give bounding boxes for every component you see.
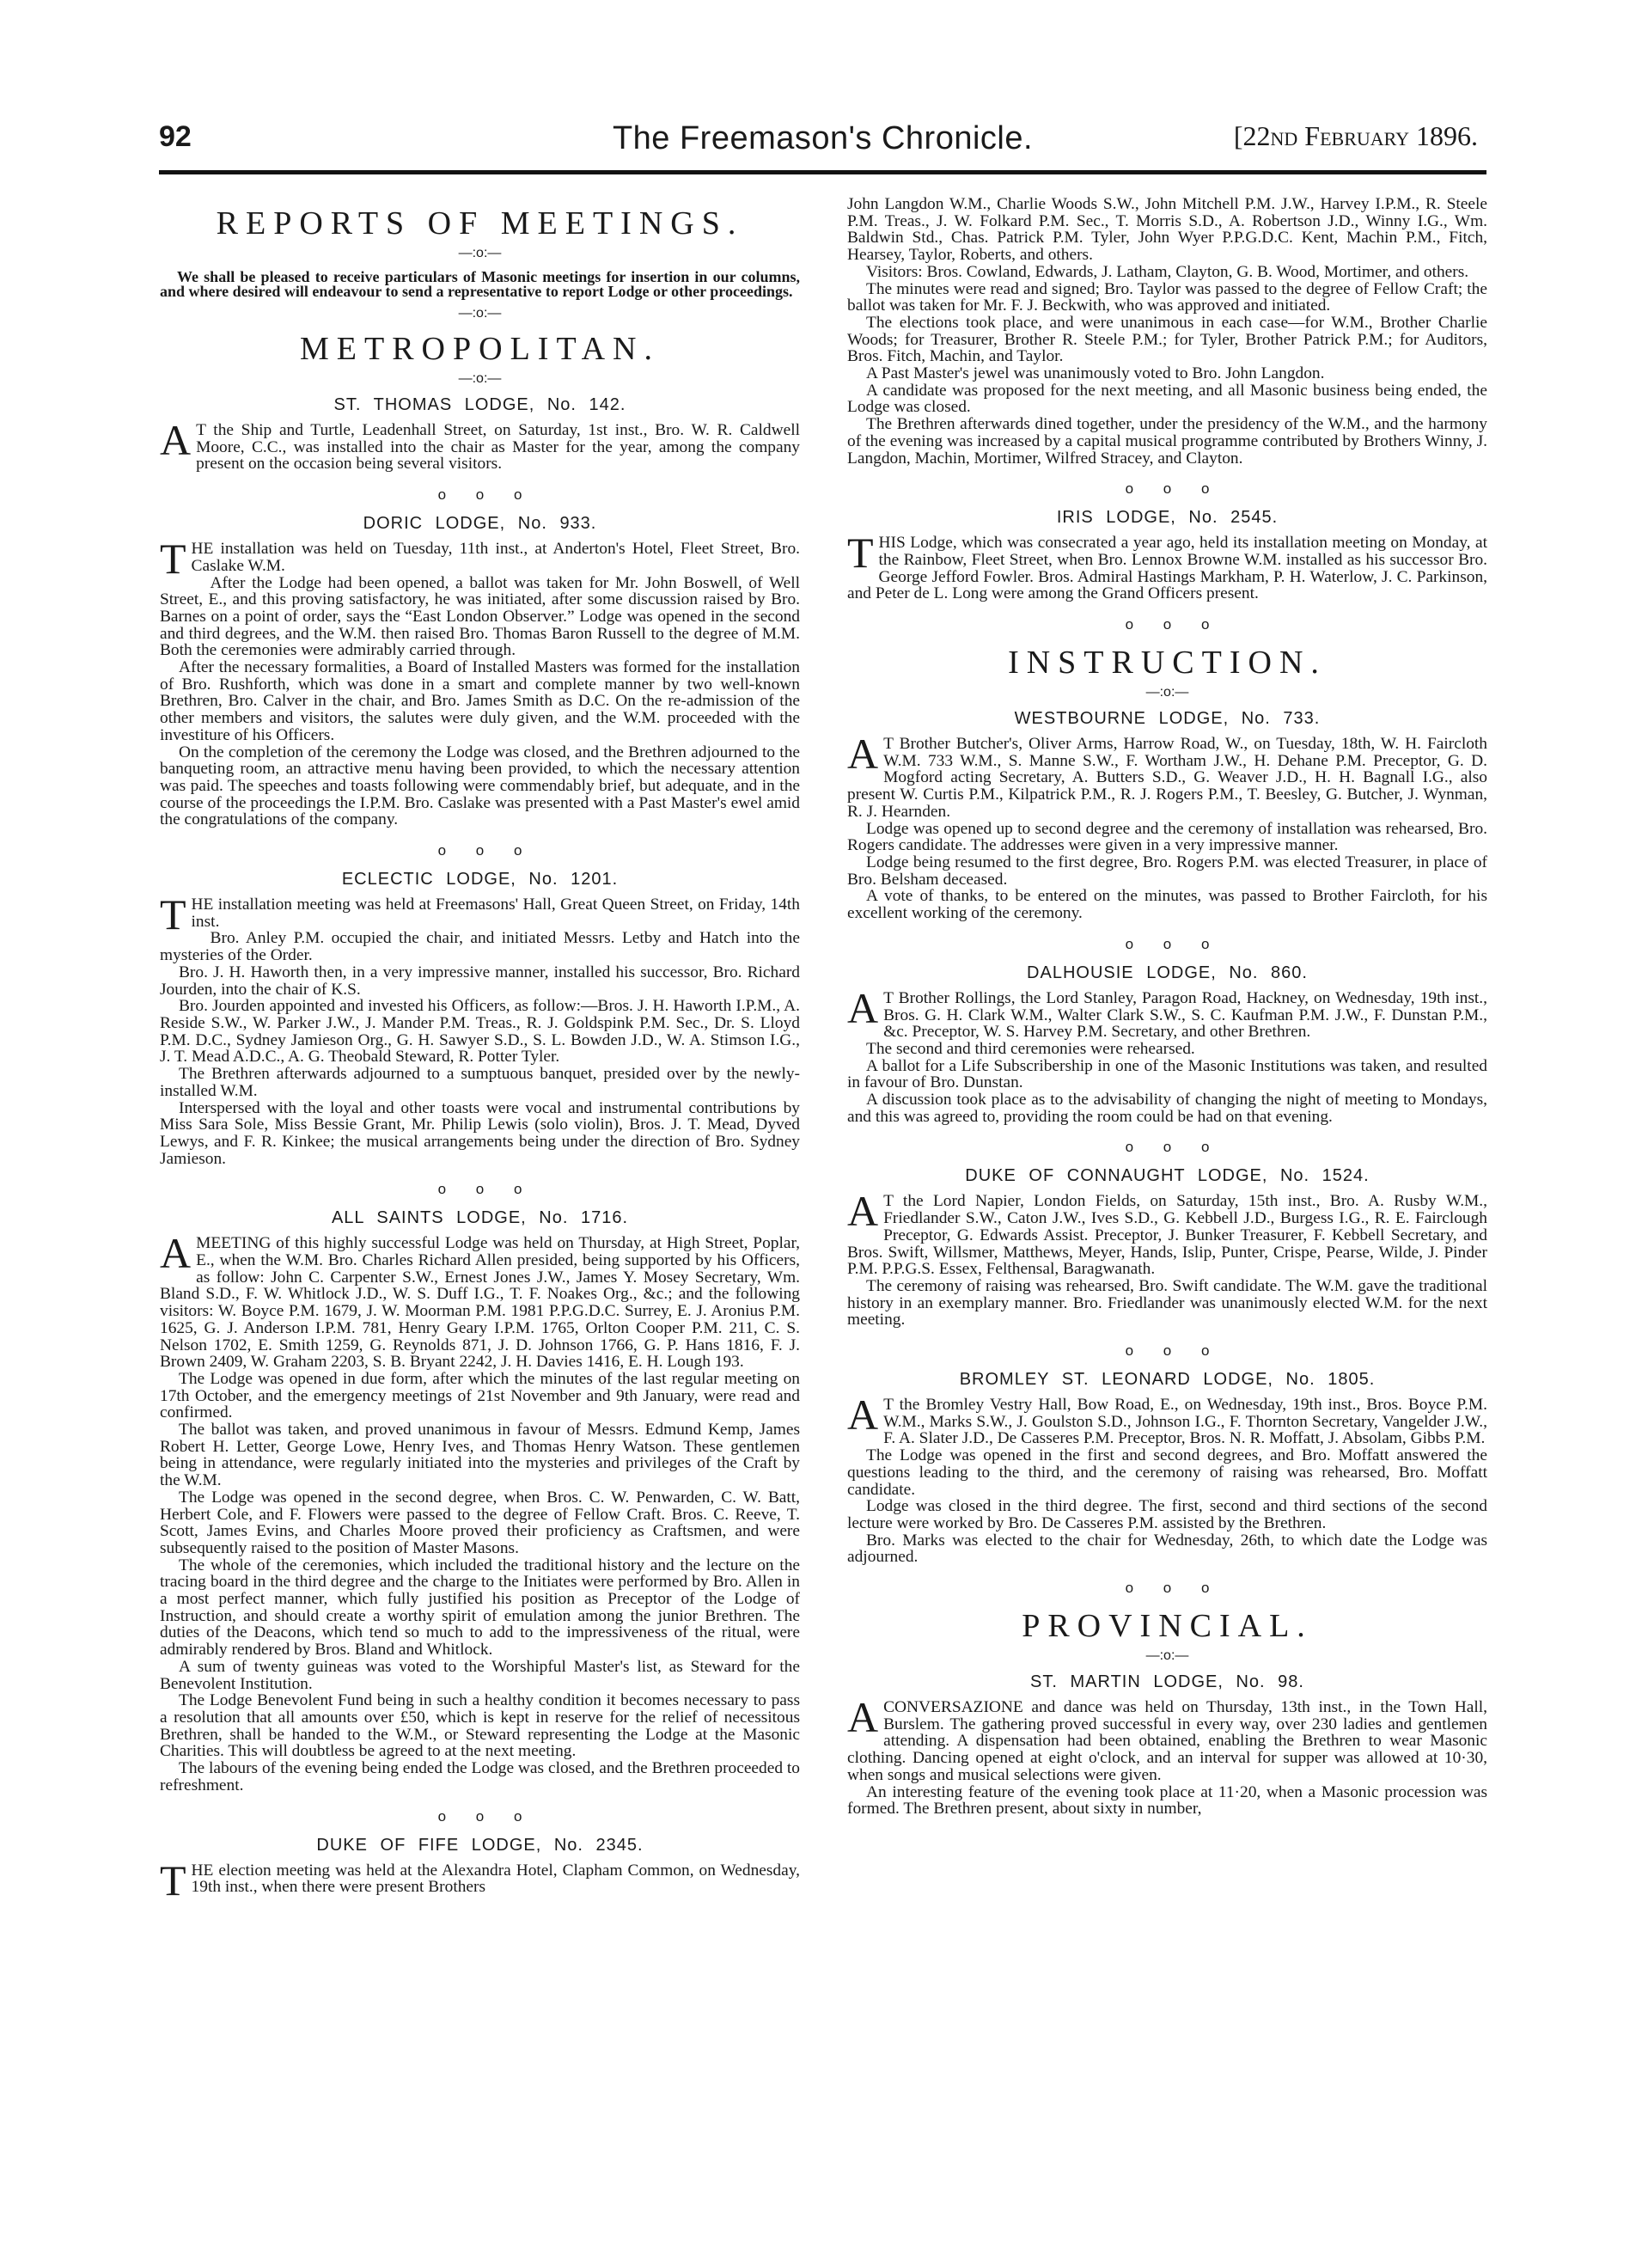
report-paragraph: A candidate was proposed for the next meeting, and all Masonic business being ended, the Lodge was closed. — [847, 381, 1487, 417]
report-paragraph: After the necessary formalities, a Board of Installed Masters was formed for the installation of Bro. Rushforth, which was done in a smart and complete manner by two well-known Brethren, Bro. Calver in the chair, and Bro. James Smith as D.C. On the re-admission of the other members and visitors, the salutes were duly given, and the W.M. proceeded with the investiture of his Officers. — [160, 658, 800, 744]
lodge-report-all-saints — [160, 1208, 800, 1794]
lodge-report-st-thomas — [160, 395, 800, 473]
header-rule — [159, 170, 1486, 174]
instruction-heading: INSTRUCTION. — [1008, 645, 1327, 682]
report-paragraph: THE installation meeting was held at Freemasons' Hall, Great Queen Street, on Friday, 14th inst. — [160, 890, 800, 939]
lodge-title: BROMLEY ST. LEONARD LODGE, No. 1805. — [959, 1370, 1376, 1390]
report-paragraph: The Lodge Benevolent Fund being in such a healthy condition it becomes necessary to pass a resolution that all amounts over £50, which is kept in reserve for the relief of necessitous Brethren, shall be handed to the W.M., or Steward representing the Lodge at the Masonic Charities. This will doubtless be agreed to at the next meeting. — [160, 1691, 800, 1761]
divider: —:o:— — [458, 371, 502, 386]
section-separator: o o o — [437, 842, 522, 859]
lodge-report-westbourne — [847, 709, 1487, 922]
report-paragraph: The Lodge was opened in the second degree, when Bros. C. W. Penwarden, C. W. Batt, Herbert Cole, and F. Flowers were passed to the degree of Fellow Craft. Bros. C. Reeve, T. Scott, James Evins, and Charles Moore proved their proficiency as Craftsmen, and were subsequently raised to the position of Master Masons. — [160, 1488, 800, 1557]
section-separator: o o o — [1125, 1139, 1210, 1156]
report-paragraph: The Lodge was opened in due form, after which the minutes of the last regular meeting on 17th October, and the emergency meetings of 21st November and 9th January, were read and confirmed. — [160, 1369, 800, 1422]
lodge-title: DUKE OF FIFE LODGE, No. 2345. — [316, 1835, 644, 1855]
issue-date: [22nd February 1896. — [1233, 120, 1478, 151]
section-separator: o o o — [1125, 1580, 1210, 1597]
lodge-title: IRIS LODGE, No. 2545. — [1056, 508, 1279, 528]
report-paragraph: The Lodge was opened in the first and second degrees, and Bro. Moffatt answered the questions leading to the third, and the ceremony of raising was rehearsed, Bro. Moffatt candidate. — [847, 1446, 1487, 1499]
report-paragraph: A Past Master's jewel was unanimously voted to Bro. John Langdon. — [866, 364, 1325, 383]
editorial-notice: We shall be pleased to receive particulars of Masonic meetings for insertion in our columns, and where desired will endeavour to send a representative to report Lodge or other proceedings. — [160, 268, 800, 300]
metropolitan-heading: METROPOLITAN. — [300, 331, 660, 367]
lodge-title: ECLECTIC LODGE, No. 1201. — [341, 870, 619, 889]
report-paragraph: Bro. J. H. Haworth then, in a very impressive manner, installed his successor, Bro. Richard Jourden, into the chair of K.S. — [160, 963, 800, 999]
lodge-title: ALL SAINTS LODGE, No. 1716. — [331, 1208, 629, 1228]
divider: —:o:— — [1145, 685, 1189, 700]
report-paragraph: A T the Bromley Vestry Hall, Bow Road, E., on Wednesday, 19th inst., Bros. Boyce P.M. W.M., Marks S.W., J. Goulston S.D., Johnson I.G., F. Thornton Secretary, Vangelder J.W., F. A. Slater J.D., De Casseres P.M. Preceptor, Bros. N. R. Moffatt, J. Absolam, Gibbs P.M. — [847, 1391, 1487, 1448]
report-paragraph: A discussion took place as to the advisability of changing the night of meeting to Mondays, and this was agreed to, providing the room could be had on that evening. — [847, 1091, 1487, 1126]
report-paragraph: An interesting feature of the evening took place at 11·20, when a Masonic procession was formed. The Brethren present, about sixty in number, — [847, 1782, 1487, 1819]
report-paragraph: Bro. Jourden appointed and invested his Officers, as follow:—Bros. J. H. Haworth I.P.M., A. Reside S.W., W. Parker J.W., J. Mander P.M. Treas., R. J. Goldspink P.M. Sec., Dr. S. Lloyd P.M. D.C., Sydney Jamieson Org., G. H. Sawyer S.D., S. L. Bowden J.D., W. A. Stimson I.G., J. T. Mead A.D.C., A. G. Theobald Steward, R. Potter Tyler. — [160, 997, 800, 1067]
lodge-report-eclectic — [160, 870, 800, 1167]
section-separator: o o o — [1125, 1342, 1210, 1360]
report-paragraph: On the completion of the ceremony the Lodge was closed, and the Brethren adjourned to the banqueting room, an attractive menu having been provided, to which the necessary attention was paid. The speeches and toasts following were commendably brief, but adequate, and in the course of the proceedings the I.P.M. Bro. Caslake was presented with a Past Master's ewel amid the congratulations of the company. — [160, 743, 800, 829]
divider: —:o:— — [1145, 1648, 1189, 1664]
provincial-heading: PROVINCIAL. — [1022, 1608, 1313, 1645]
section-separator: o o o — [437, 1181, 522, 1198]
report-paragraph: The minutes were read and signed; Bro. Taylor was passed to the degree of Fellow Craft; the ballot was taken for Mr. F. J. Beckwith, who was approved and initiated. — [847, 279, 1487, 315]
drop-cap: A — [847, 983, 879, 1032]
lodge-title: DALHOUSIE LODGE, No. 860. — [1027, 963, 1308, 982]
report-paragraph: THIS Lodge, which was consecrated a year ago, held its installation meeting on Monday, at the Rainbow, Fleet Street, when Bro. Lennox Browne W.M. installed as his successor Bro. George Jefford Fowler. Bros. Admiral Hastings Markham, P. H. Waterlow, J. C. Parkinson, and Peter de L. Long were among the Grand Officers present. — [847, 529, 1487, 603]
lodge-title: WESTBOURNE LODGE, No. 733. — [1014, 709, 1321, 729]
report-paragraph: The Brethren afterwards dined together, under the presidency of the W.M., and the harmony of the evening was increased by a capital musical programme contributed by Brothers Winny, J. Langdon, Machin, Mortimer, Wilfred Stracey, and Clayton. — [847, 415, 1487, 468]
report-paragraph: A MEETING of this highly successful Lodge was held on Thursday, at High Street, Poplar, E., when the W.M. Bro. Charles Richard Allen presided, being supported by his Officers, as follow: John C. Carpenter S.W., Ernest Jones J.W., James Y. Mosey Secretary, Wm. Bland S.D., F. W. Whitlock J.D., W. S. Duff I.G., T. F. Noakes Org., &c.; and the following visitors: W. Boyce P.M. 1679, J. W. Moorman P.M. 1981 P.P.G.D.C. Surrey, E. J. Aronius P.M. 1625, G. J. Anderson I.P.M. 781, Henry Geary I.P.M. 1765, Orlton Cooper P.M. 211, C. S. Nelson 1702, E. Smith 1259, G. Reynolds 871, J. D. Johnson 1766, G. P. Hans 1816, F. J. Brown 2409, W. Graham 2203, S. B. Bryant 2242, J. H. Davies 1416, E. H. Lough 193. — [160, 1229, 800, 1372]
lodge-report-duke-of-connaught — [847, 1166, 1487, 1329]
report-paragraph: THE installation was held on Tuesday, 11th inst., at Anderton's Hotel, Fleet Street, Bro. Caslake W.M. — [160, 535, 800, 584]
report-paragraph: A T Brother Butcher's, Oliver Arms, Harrow Road, W., on Tuesday, 18th, W. H. Faircloth W.M. 733 W.M., S. Manne S.W., F. Wortham J.W., H. Dehane P.M. Preceptor, G. D. Mogford acting Secretary, A. Butters S.D., G. Weaver J.D., H. H. Bagnall I.G., also present W. Curtis P.M., Kilpatrick P.M., R. J. Rogers P.M., T. Beesley, G. Butcher, J. Wynman, R. J. Hearnden. — [847, 730, 1487, 821]
lodge-report-duke-of-fife — [160, 1835, 800, 1904]
report-paragraph: Lodge was opened up to second degree and the ceremony of installation was rehearsed, Bro. Rogers candidate. The addresses were given in a very impressive manner. — [847, 819, 1487, 855]
report-paragraph: A vote of thanks, to be entered on the minutes, was passed to Brother Faircloth, for his excellent working of the ceremony. — [847, 887, 1487, 923]
lodge-report-bromley-st-leonard — [847, 1370, 1487, 1566]
section-separator: o o o — [1125, 616, 1210, 633]
left-column — [160, 196, 800, 1904]
report-paragraph: The labours of the evening being ended the Lodge was closed, and the Brethren proceeded to refreshment. — [160, 1759, 800, 1794]
section-separator: o o o — [1125, 935, 1210, 952]
report-paragraph: A CONVERSAZIONE and dance was held on Thursday, 13th inst., in the Town Hall, Burslem. The gathering proved successful in every way, over 230 ladies and gentlemen attending. A dispensation had been obtained, enabling the Brethren to wear Masonic clothing. Dancing opened at eight o'clock, and an interval for supper was allowed at 10·30, when songs and musical selections were given. — [847, 1693, 1487, 1784]
drop-cap: A — [160, 416, 192, 464]
drop-cap: A — [847, 1391, 879, 1440]
report-paragraph: After the Lodge had been opened, a ballot was taken for Mr. John Boswell, of Well Street, E., and this proving satisfactory, he was initiated, after some discussion raised by Bro. Barnes on a point of order, says the “East London Observer.” Lodge was opened in the second and third degrees, and the W.M. then raised Bro. Thomas Baron Russell to the degree of M.M. Both the ceremonies were admirably carried through. — [160, 573, 800, 660]
report-paragraph: Lodge being resumed to the first degree, Bro. Rogers P.M. was elected Treasurer, in place of Bro. Belsham deceased. — [847, 853, 1487, 889]
report-paragraph: A sum of twenty guineas was voted to the Worshipful Master's list, as Steward for the Benevolent Institution. — [160, 1657, 800, 1693]
right-column — [847, 196, 1487, 1818]
lodge-title: ST. THOMAS LODGE, No. 142. — [333, 395, 626, 414]
section-separator: o o o — [437, 486, 522, 504]
lodge-title: DORIC LODGE, No. 933. — [363, 514, 597, 534]
lodge-report-iris — [847, 508, 1487, 602]
report-paragraph: Bro. Marks was elected to the chair for Wednesday, 26th, to which date the Lodge was adjourned. — [847, 1531, 1487, 1567]
masthead — [159, 120, 1486, 174]
divider: —:o:— — [458, 246, 502, 260]
page-number: 92 — [159, 120, 192, 153]
drop-cap: A — [160, 1229, 192, 1278]
section-separator: o o o — [437, 1807, 522, 1825]
report-paragraph: John Langdon W.M., Charlie Woods S.W., John Mitchell P.M. J.W., Harvey I.P.M., R. Steele P.M. Treas., J. W. Folkard P.M. Sec., T. Morris S.D., A. Robertson J.D., Winny I.G., Wm. Baldwin Std., Chas. Patrick P.M. Tyler, John Wyer P.P.G.D.C. Kent, Machin P.M., Fitch, Hearsey, Taylor, Roberts, and others. — [847, 195, 1487, 265]
report-paragraph: The elections took place, and were unanimous in each case—for W.M., Brother Charlie Woods; for Treasurer, Brother R. Steele P.M.; for Tyler, Brother Patrick P.M.; for Auditors, Bros. Fitch, Machin, and Taylor. — [847, 313, 1487, 366]
drop-cap: A — [847, 1187, 879, 1236]
drop-cap: T — [160, 1855, 186, 1904]
drop-cap: T — [160, 535, 186, 584]
lodge-title: DUKE OF CONNAUGHT LODGE, No. 1524. — [965, 1166, 1370, 1186]
drop-cap: A — [847, 1693, 879, 1742]
drop-cap: T — [847, 529, 874, 578]
divider: —:o:— — [458, 306, 502, 321]
report-paragraph: A ballot for a Life Subscribership in one of the Masonic Institutions was taken, and resulted in favour of Bro. Dunstan. — [847, 1056, 1487, 1092]
report-paragraph: The ballot was taken, and proved unanimous in favour of Messrs. Edmund Kemp, James Robert H. Letter, George Lowe, Henry Ives, and Thomas Henry Watson. These gentlemen being in attendance, were regularly initiated into the mysteries and privileges of the Craft by the W.M. — [160, 1421, 800, 1490]
report-paragraph: Visitors: Bros. Cowland, Edwards, J. Latham, Clayton, G. B. Wood, Mortimer, and others. — [866, 262, 1469, 281]
report-paragraph: Bro. Anley P.M. occupied the chair, and initiated Messrs. Letby and Hatch into the mysteries of the Order. — [160, 929, 800, 965]
drop-cap: A — [847, 730, 879, 779]
lodge-report-doric — [160, 514, 800, 828]
reports-heading: REPORTS OF MEETINGS. — [216, 205, 744, 241]
drop-cap: T — [160, 890, 186, 939]
lodge-report-st-martin — [847, 1672, 1487, 1818]
report-paragraph: Lodge was closed in the third degree. The first, second and third sections of the second lecture were worked by Bro. De Casseres P.M. assisted by the Brethren. — [847, 1497, 1487, 1532]
report-paragraph: Interspersed with the loyal and other toasts were vocal and instrumental contributions by Miss Sara Sole, Miss Bessie Grant, Mr. Philip Lewis (solo violin), Bros. J. T. Mead, Dyved Lewys, and F. R. Kinkee; the musical arrangements being under the direction of Bro. Sydney Jamieson. — [160, 1098, 800, 1168]
publication-title: The Freemason's Chronicle. — [612, 120, 1034, 156]
lodge-report-duke-of-fife-continued — [847, 196, 1487, 467]
report-paragraph: The whole of the ceremonies, which included the traditional history and the lecture on the tracing board in the third degree and the charge to the Initiates were performed by Bro. Allen in a most perfect manner, which fully justified his position as Preceptor of the Lodge of Instruction, and should create a worthy spirit of emulation among the junior Brethren. The duties of the Deacons, which tend so much to add to the impressiveness of the ritual, were admirably rendered by Bros. Bland and Whitlock. — [160, 1556, 800, 1660]
report-paragraph: A T the Ship and Turtle, Leadenhall Street, on Saturday, 1st inst., Bro. W. R. Caldwell Moore, C.C., was installed into the chair as Master for the year, among the company present on the occasion being several visitors. — [160, 416, 800, 474]
section-separator: o o o — [1125, 480, 1210, 498]
lodge-title: ST. MARTIN LODGE, No. 98. — [1030, 1672, 1304, 1692]
report-paragraph: The ceremony of raising was rehearsed, Bro. Swift candidate. The W.M. gave the traditional history in an exemplary manner. Bro. Friedlander was unanimously elected W.M. for the next meeting. — [847, 1276, 1487, 1330]
report-paragraph: A T Brother Rollings, the Lord Stanley, Paragon Road, Hackney, on Wednesday, 19th inst., Bros. G. H. Clark W.M., Walter Clark S.W., S. C. Kaufman P.M. J.W., F. Dunstan P.M., &c. Preceptor, W. S. Harvey P.M. Secretary, and other Brethren. — [847, 983, 1487, 1042]
report-paragraph: A T the Lord Napier, London Fields, on Saturday, 15th inst., Bro. A. Rusby W.M., Friedlander S.W., Caton J.W., Ives S.D., G. Kebbell J.D., Burgess I.G., R. E. Fairclough Preceptor, G. Edwards Assist. Preceptor, J. Bunker Treasurer, F. Kebbell Secretary, and Bros. Swift, Willsmer, Matthews, Meyer, Hands, Islip, Punter, Crispe, Pearse, Wilde, J. Pinder P.M. P.P.G.S. Essex, Felthensal, Baragwanath. — [847, 1187, 1487, 1279]
report-paragraph: THE election meeting was held at the Alexandra Hotel, Clapham Common, on Wednesday, 19th inst., when there were present Brothers — [160, 1855, 800, 1904]
report-paragraph: The Brethren afterwards adjourned to a sumptuous banquet, presided over by the newly-installed W.M. — [160, 1065, 800, 1100]
lodge-report-dalhousie — [847, 963, 1487, 1126]
report-paragraph: The second and third ceremonies were rehearsed. — [866, 1039, 1195, 1058]
